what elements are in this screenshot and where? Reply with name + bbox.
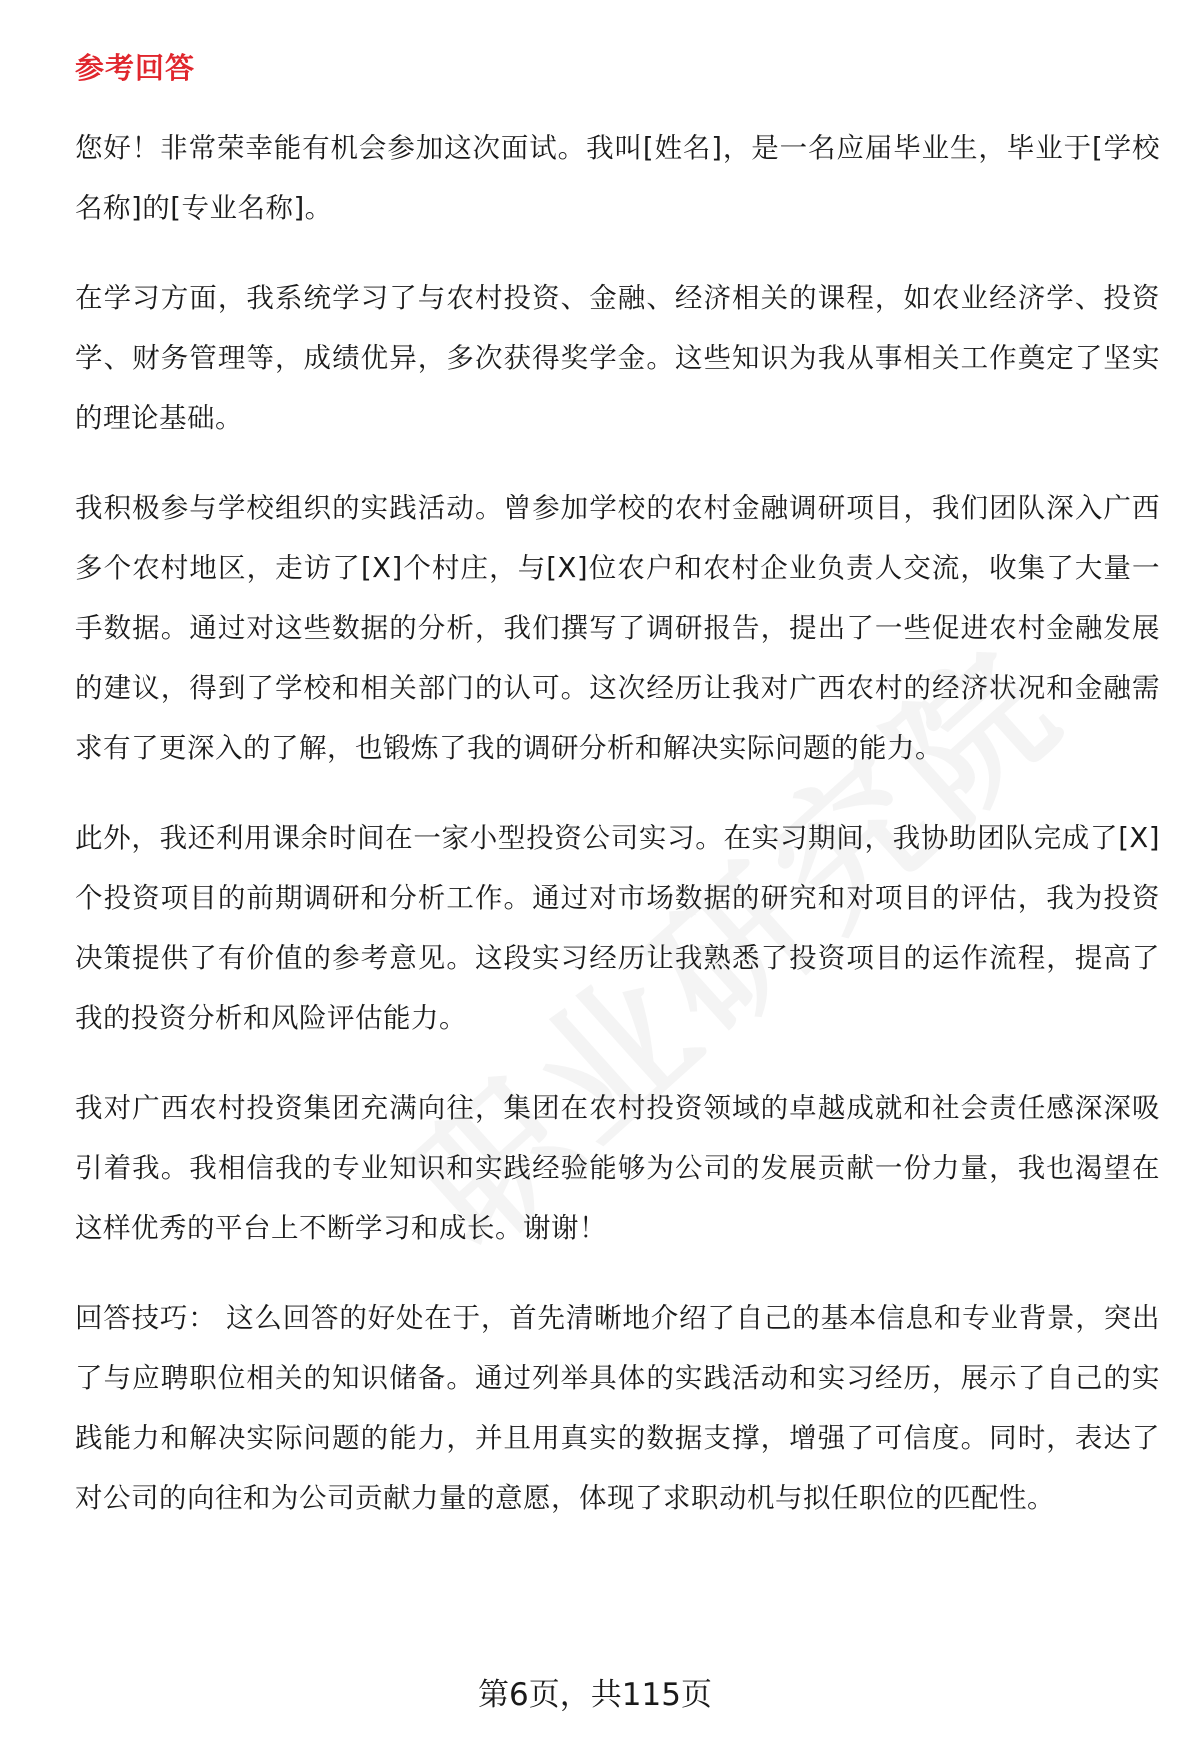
paragraph-practice: 我积极参与学校组织的实践活动。曾参加学校的农村金融调研项目，我们团队深入广西多个农村地区，走访了[X]个村庄，与[X]位农户和农村企业负责人交流，收集了大量一手数据。通过对这些数据的分析，我们撰写了调研报告，提出了一些促进农村金融发展的建议，得到了学校和相关部门的认可。这次经历让我对广西农村的经济状况和金融需求有了更深入的了解，也锻炼了我的调研分析和解决实际问题的能力。 — [75, 492, 1160, 764]
section-title: 参考回答 — [75, 51, 196, 85]
page-number: 第6页，共115页 — [478, 1677, 712, 1713]
paragraph-answer-tips: 回答技巧： 这么回答的好处在于，首先清晰地介绍了自己的基本信息和专业背景，突出了与应聘职位相关的知识储备。通过列举具体的实践活动和实习经历，展示了自己的实践能力和解决实际问题的能力，并且用真实的数据支撑，增强了可信度。同时，表达了对公司的向往和为公司贡献力量的意愿，体现了求职动机与拟任职位的匹配性。 — [75, 1302, 1160, 1514]
paragraph-internship: 此外，我还利用课余时间在一家小型投资公司实习。在实习期间，我协助团队完成了[X]个投资项目的前期调研和分析工作。通过对市场数据的研究和对项目的评估，我为投资决策提供了有价值的参考意见。这段实习经历让我熟悉了投资项目的运作流程，提高了我的投资分析和风险评估能力。 — [75, 822, 1160, 1034]
document-content — [75, 48, 1160, 1558]
paragraph-greeting: 您好！非常荣幸能有机会参加这次面试。我叫[姓名]，是一名应届毕业生，毕业于[学校名称]的[专业名称]。 — [75, 132, 1160, 224]
paragraph-motivation: 我对广西农村投资集团充满向往，集团在农村投资领域的卓越成就和社会责任感深深吸引着我。我相信我的专业知识和实践经验能够为公司的发展贡献一份力量，我也渴望在这样优秀的平台上不断学习和成长。谢谢！ — [75, 1092, 1160, 1244]
paragraph-study: 在学习方面，我系统学习了与农村投资、金融、经济相关的课程，如农业经济学、投资学、财务管理等，成绩优异，多次获得奖学金。这些知识为我从事相关工作奠定了坚实的理论基础。 — [75, 282, 1160, 434]
